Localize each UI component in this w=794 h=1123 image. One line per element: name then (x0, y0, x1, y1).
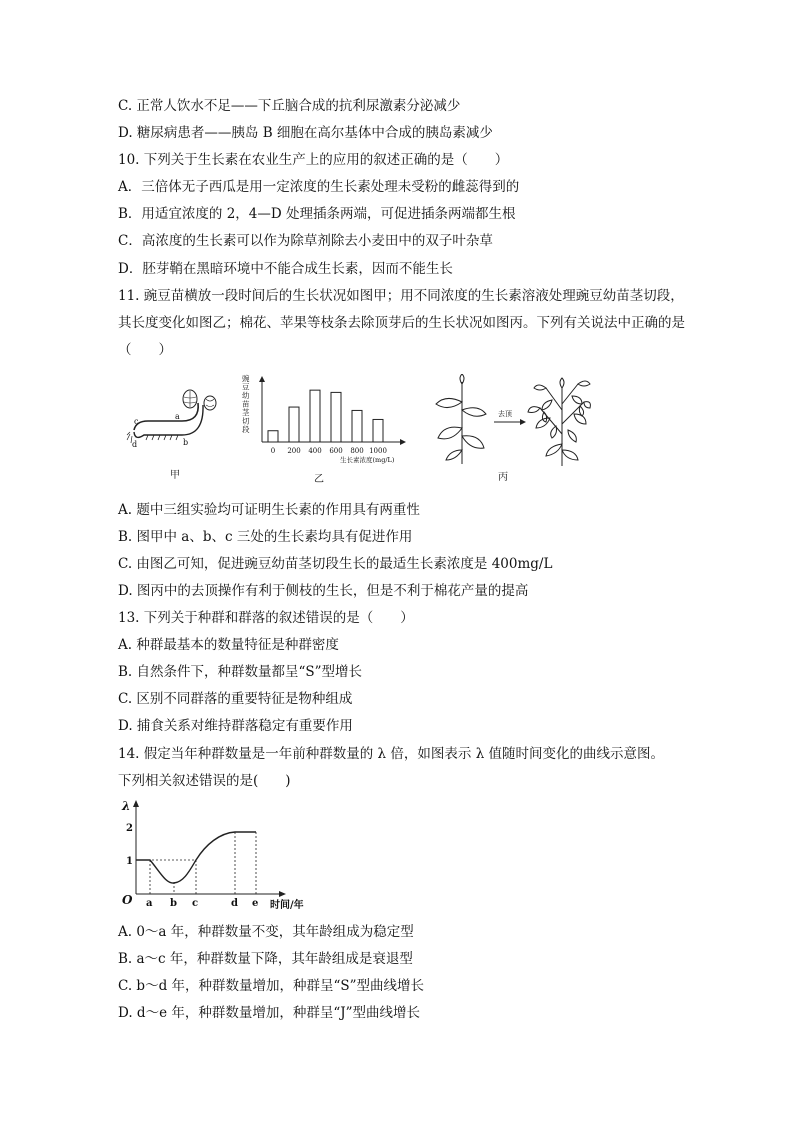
y-axis-label-char: 切 (242, 416, 250, 426)
x-tick-400: 400 (308, 447, 322, 455)
x-axis-arrow (400, 439, 406, 445)
arrow-label-qu-ding: 去顶 (498, 410, 512, 418)
x-tick-d: d (231, 898, 238, 909)
y-axis-label-char: 豆 (242, 382, 250, 392)
question-13: 13. 下列关于种群和群落的叙述错误的是（ ） (118, 610, 414, 626)
option-c-q13: C. 区别不同群落的重要特征是物种组成 (118, 691, 353, 707)
x-tick-1000: 1000 (369, 447, 387, 455)
origin-label: O (122, 893, 133, 907)
option-c-q11: C. 由图乙可知，促进豌豆幼苗茎切段生长的最适生长素浓度是 400mg/L (118, 556, 553, 572)
figure-lambda-curve (116, 796, 316, 912)
bar-200 (289, 407, 299, 442)
y-tick-1: 1 (126, 856, 133, 867)
option-c-q10: C．高浓度的生长素可以作为除草剂除去小麦田中的双子叶杂草 (118, 233, 493, 249)
label-b: b (183, 438, 189, 447)
question-10: 10. 下列关于生长素在农业生产上的应用的叙述正确的是（ ） (118, 152, 509, 168)
y-axis-label (242, 373, 251, 434)
x-tick-600: 600 (329, 447, 343, 455)
option-b-q11: B. 图甲中 a、b、c 三处的生长素均具有促进作用 (118, 529, 413, 545)
arrow-head (520, 419, 526, 425)
option-c-q14: C. b～d 年，种群数量增加，种群呈“S”型曲线增长 (118, 978, 425, 994)
y-axis-label-char: 段 (242, 425, 250, 434)
option-d-q14: D. d～e 年，种群数量增加，种群呈“J”型曲线增长 (118, 1005, 421, 1021)
label-c: c (134, 417, 139, 426)
x-tick-0: 0 (270, 447, 276, 455)
y-tick-2: 2 (126, 823, 133, 834)
option-b-q10: B．用适宜浓度的 2，4—D 处理插条两端，可促进插条两端都生根 (118, 206, 516, 222)
option-a-q10: A．三倍体无子西瓜是用一定浓度的生长素处理未受粉的雌蕊得到的 (118, 179, 520, 195)
y-axis-label-char: 苗 (242, 399, 250, 409)
option-d-q9: D. 糖尿病患者——胰岛 B 细胞在高尔基体中合成的胰岛素减少 (118, 125, 493, 141)
bar-1000 (373, 419, 383, 442)
question-11-paren: （ ） (118, 342, 172, 358)
y-axis-label-char: 茎 (242, 408, 250, 417)
y-axis-label-char: 幼 (242, 391, 250, 400)
option-c-q9: C. 正常人饮水不足——下丘脑合成的抗利尿激素分泌减少 (118, 98, 461, 114)
plant-after-topping (528, 378, 590, 466)
plant-before-topping (436, 374, 486, 464)
option-d-q13: D. 捕食关系对维持群落稳定有重要作用 (118, 718, 353, 734)
option-a-q13: A. 种群最基本的数量特征是种群密度 (118, 637, 339, 653)
option-a-q11: A. 题中三组实验均可证明生长素的作用具有两重性 (118, 502, 420, 518)
option-b-q14: B. a～c 年，种群数量下降，其年龄组成是衰退型 (118, 951, 413, 967)
x-axis-label: 时间/年 (270, 900, 304, 911)
x-tick-a: a (146, 898, 153, 909)
x-tick-c: c (192, 898, 199, 909)
lambda-curve (136, 832, 256, 883)
bar-0 (268, 431, 278, 442)
x-tick-800: 800 (350, 447, 364, 455)
option-b-q13: B. 自然条件下，种群数量都呈“S”型增长 (118, 664, 363, 680)
y-axis-arrow (133, 800, 139, 807)
y-axis-label-lambda: λ (122, 799, 131, 813)
figure-jia (120, 385, 230, 483)
caption-jia: 甲 (170, 470, 180, 481)
label-a: a (175, 412, 180, 421)
x-axis-label: 生长素浓度(mg/L) (340, 456, 395, 464)
question-14-line2: 下列相关叙述错误的是( ) (118, 773, 291, 789)
caption-bing: 丙 (498, 472, 508, 483)
bar-600 (331, 392, 341, 442)
bar-800 (352, 410, 362, 442)
x-axis-arrow (279, 891, 286, 897)
figure-bing (422, 374, 592, 488)
question-11-line1: 11. 豌豆苗横放一段时间后的生长状况如图甲；用不同浓度的生长素溶液处理豌豆幼苗茎切段， (118, 288, 684, 304)
option-d-q10: D．胚芽鞘在黑暗环境中不能合成生长素，因而不能生长 (118, 261, 453, 277)
x-tick-e: e (252, 898, 259, 909)
option-a-q14: A. 0～a 年，种群数量不变，其年龄组成为稳定型 (118, 924, 414, 940)
question-11-line2: 其长度变化如图乙；棉花、苹果等枝条去除顶芽后的生长状况如图丙。下列有关说法中正确的是 (118, 315, 685, 331)
option-d-q11: D. 图丙中的去顶操作有利于侧枝的生长，但是不利于棉花产量的提高 (118, 583, 529, 599)
label-d: d (132, 440, 138, 449)
x-tick-b: b (170, 898, 177, 909)
figure-yi-bar-chart (236, 372, 416, 488)
x-tick-200: 200 (287, 447, 301, 455)
bar-400 (310, 390, 320, 442)
question-14-line1: 14. 假定当年种群数量是一年前种群数量的 λ 倍，如图表示 λ 值随时间变化的曲线示意图。 (118, 746, 665, 762)
y-axis-label-char: 豌 (242, 374, 250, 383)
caption-yi: 乙 (314, 474, 324, 485)
y-axis-arrow (259, 376, 265, 382)
